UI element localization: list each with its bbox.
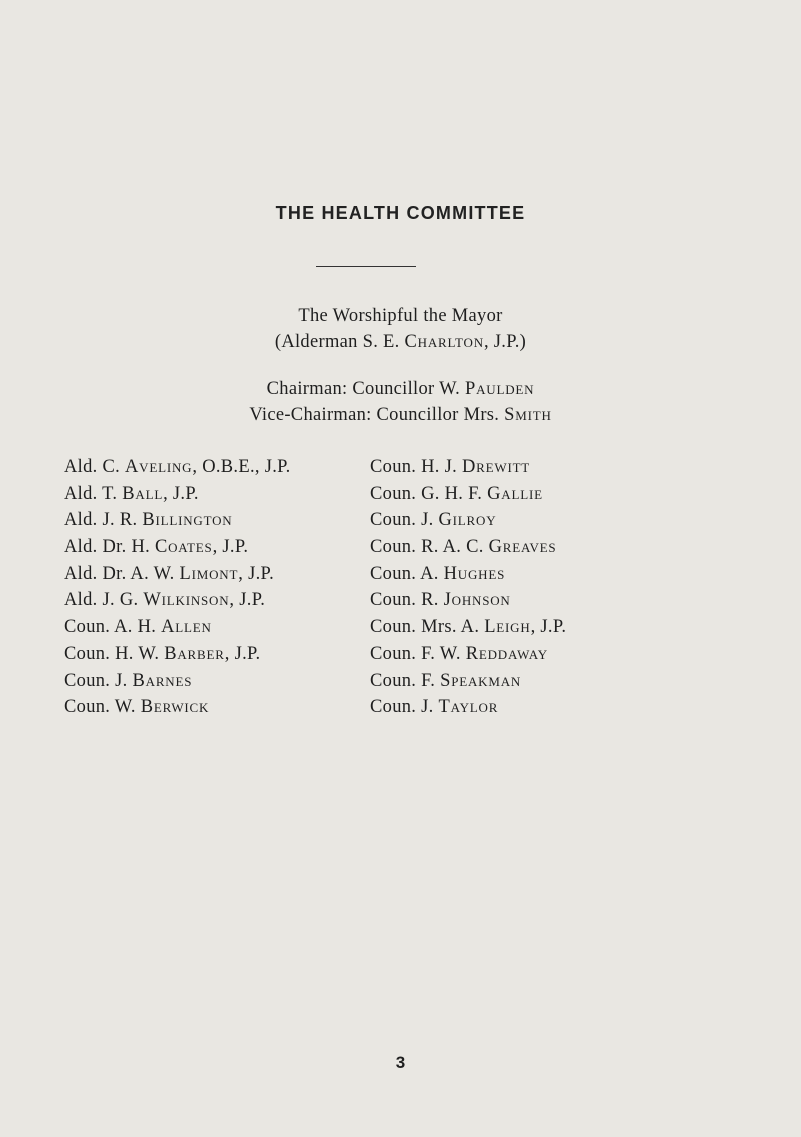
member-entry: [370, 694, 566, 721]
member-prefix: Coun. R. A. C.: [370, 537, 489, 558]
vice-chairman-label: Vice-Chairman: Councillor Mrs.: [249, 405, 505, 425]
member-entry: [64, 507, 291, 534]
member-entry: [370, 668, 566, 695]
member-prefix: Coun. J.: [370, 697, 439, 718]
member-entry: [64, 534, 291, 561]
member-prefix: Ald. Dr. H.: [64, 537, 155, 558]
mayor-line-2-prefix: (Alderman S. E.: [274, 332, 405, 352]
page-number: 3: [395, 1053, 406, 1072]
member-entry: [64, 694, 291, 721]
member-entry: [370, 454, 566, 481]
member-prefix: Ald. J. G.: [64, 590, 144, 611]
member-entry: [370, 534, 566, 561]
chair-block: [0, 376, 801, 428]
member-suffix: , J.P.: [224, 643, 261, 664]
member-entry: [370, 614, 566, 641]
member-suffix: , J.P.: [238, 563, 274, 584]
member-entry: [370, 561, 566, 588]
member-surname: Coates: [154, 537, 213, 558]
member-entry: [370, 587, 566, 614]
chairman-name: Paulden: [465, 379, 535, 399]
member-surname: Drewitt: [462, 457, 531, 477]
members-right-column: [370, 454, 566, 721]
member-surname: Speakman: [440, 670, 522, 691]
member-entry: [64, 668, 291, 695]
member-surname: Greaves: [488, 537, 557, 558]
member-prefix: Coun. A. H.: [64, 617, 162, 638]
vice-chairman-name: Smith: [504, 405, 552, 425]
member-suffix: , J.P.: [530, 617, 567, 638]
chairman-label: Chairman: Councillor W.: [266, 379, 466, 399]
member-prefix: Ald. Dr. A. W.: [64, 563, 180, 584]
member-surname: Ball: [122, 483, 164, 504]
member-surname: Gilroy: [438, 510, 497, 531]
mayor-line-1: The Worshipful the Mayor: [298, 306, 503, 326]
member-prefix: Coun. H. W.: [64, 643, 165, 664]
title-rule: [316, 266, 416, 267]
member-prefix: Ald. J. R.: [64, 510, 143, 531]
member-surname: Barnes: [132, 670, 193, 691]
member-prefix: Ald. C.: [64, 457, 125, 477]
vice-chairman-line: [0, 402, 801, 428]
page-title: THE HEALTH COMMITTEE: [275, 203, 526, 223]
member-surname: Johnson: [443, 590, 511, 611]
members-left-column: [64, 454, 291, 721]
member-entry: [370, 481, 566, 508]
member-suffix: , O.B.E., J.P.: [192, 457, 291, 477]
member-surname: Barber: [164, 643, 225, 664]
member-prefix: Coun. F.: [370, 670, 441, 691]
mayor-line-2-suffix: , J.P.): [483, 332, 527, 352]
mayor-line-2: [0, 329, 801, 355]
member-entry: [64, 641, 291, 668]
member-surname: Allen: [161, 617, 212, 638]
member-surname: Billington: [142, 510, 233, 531]
member-entry: [64, 614, 291, 641]
member-entry: [64, 454, 291, 481]
member-surname: Taylor: [438, 697, 499, 718]
chairman-line: [0, 376, 801, 402]
member-entry: [64, 481, 291, 508]
member-prefix: Coun. H. J.: [370, 457, 462, 477]
member-prefix: Coun. Mrs. A.: [370, 617, 485, 638]
member-surname: Limont: [179, 563, 239, 584]
member-surname: Berwick: [140, 697, 210, 718]
member-entry: [370, 641, 566, 668]
member-surname: Aveling: [125, 457, 193, 477]
member-suffix: , J.P.: [229, 590, 266, 611]
member-surname: Reddaway: [465, 643, 548, 664]
mayor-name: Charlton: [404, 332, 484, 352]
member-prefix: Coun. F. W.: [370, 643, 466, 664]
member-surname: Hughes: [443, 563, 506, 584]
member-prefix: Coun. J.: [370, 510, 439, 531]
member-prefix: Coun. G. H. F.: [370, 483, 488, 504]
member-surname: Gallie: [487, 483, 543, 504]
member-suffix: , J.P.: [163, 483, 199, 504]
member-prefix: Coun. A.: [370, 563, 444, 584]
member-prefix: Ald. T.: [64, 483, 123, 504]
member-entry: [370, 507, 566, 534]
member-prefix: Coun. R.: [370, 590, 444, 611]
member-prefix: Coun. J.: [64, 670, 133, 691]
member-suffix: , J.P.: [212, 537, 249, 558]
member-entry: [64, 587, 291, 614]
member-prefix: Coun. W.: [64, 697, 141, 718]
member-surname: Leigh: [484, 617, 531, 638]
member-surname: Wilkinson: [143, 590, 230, 611]
mayor-block: [0, 303, 801, 355]
member-entry: [64, 561, 291, 588]
